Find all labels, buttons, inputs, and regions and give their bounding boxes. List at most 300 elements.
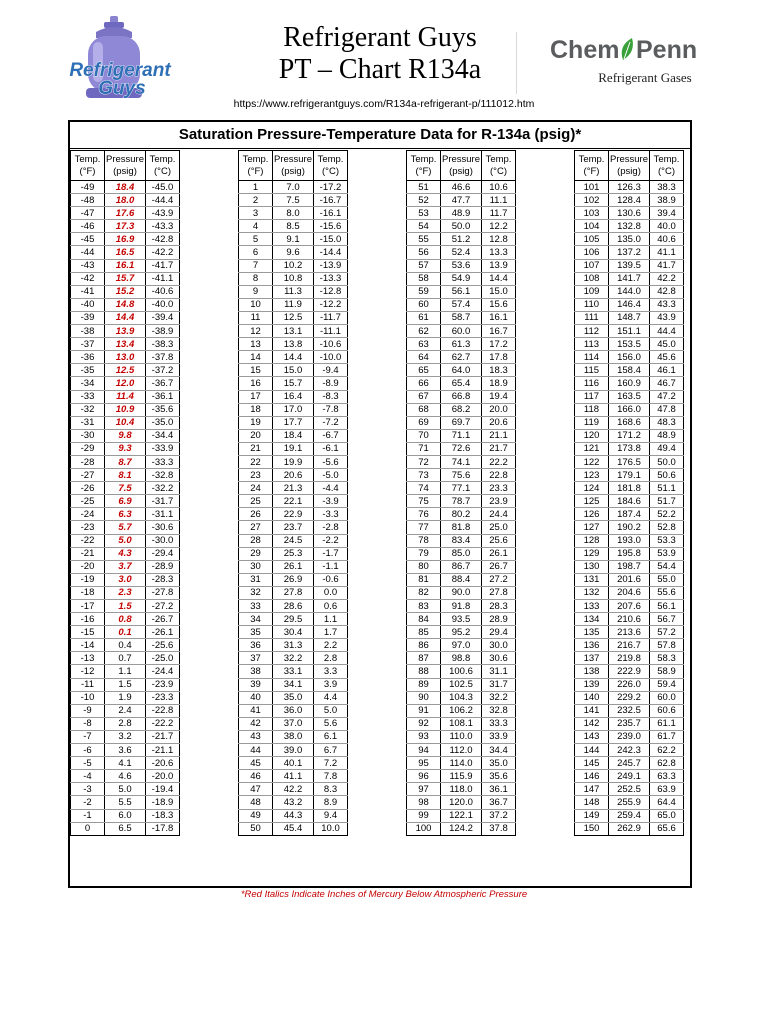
temp-c-cell: -35.0 bbox=[146, 416, 180, 429]
pressure-cell: 9.8 bbox=[105, 429, 146, 442]
table-row bbox=[71, 469, 180, 482]
table-row bbox=[407, 469, 516, 482]
table-row bbox=[575, 744, 684, 757]
table-row bbox=[71, 364, 180, 377]
table-row bbox=[239, 744, 348, 757]
table-row bbox=[407, 717, 516, 730]
temp-c-cell: -41.7 bbox=[146, 259, 180, 272]
pressure-cell: 29.5 bbox=[273, 613, 314, 626]
temp-f-cell: -24 bbox=[71, 508, 105, 521]
temp-f-cell: 11 bbox=[239, 311, 273, 324]
temp-c-cell: 8.3 bbox=[314, 783, 348, 796]
temp-c-cell: 62.8 bbox=[650, 757, 684, 770]
pressure-cell: 16.5 bbox=[105, 246, 146, 259]
temp-f-cell: 29 bbox=[239, 547, 273, 560]
temp-f-cell: 77 bbox=[407, 521, 441, 534]
temp-c-cell: 49.4 bbox=[650, 442, 684, 455]
table-row bbox=[575, 534, 684, 547]
table-row bbox=[407, 285, 516, 298]
temp-f-cell: 118 bbox=[575, 403, 609, 416]
temp-f-cell: 18 bbox=[239, 403, 273, 416]
temp-f-cell: 115 bbox=[575, 364, 609, 377]
temp-c-cell: -27.8 bbox=[146, 586, 180, 599]
pressure-cell: 62.7 bbox=[441, 351, 482, 364]
table-row bbox=[575, 298, 684, 311]
column-block-2 bbox=[238, 150, 348, 836]
table-row bbox=[239, 717, 348, 730]
pt-subtable bbox=[70, 150, 180, 836]
table-row bbox=[239, 730, 348, 743]
temp-c-cell: 28.3 bbox=[482, 600, 516, 613]
pressure-cell: 31.3 bbox=[273, 639, 314, 652]
table-row bbox=[407, 757, 516, 770]
temp-f-header bbox=[71, 151, 105, 181]
temp-f-cell: 81 bbox=[407, 573, 441, 586]
pressure-cell: 7.5 bbox=[105, 482, 146, 495]
logo-text-refrigerant: Refrigerant bbox=[69, 60, 171, 81]
table-row bbox=[239, 691, 348, 704]
pressure-cell: 10.9 bbox=[105, 403, 146, 416]
temp-c-cell: -33.9 bbox=[146, 442, 180, 455]
pressure-cell: 118.0 bbox=[441, 783, 482, 796]
temp-f-cell: 43 bbox=[239, 730, 273, 743]
temp-c-cell: -21.1 bbox=[146, 744, 180, 757]
table-row bbox=[239, 272, 348, 285]
temp-c-cell: -16.7 bbox=[314, 194, 348, 207]
temp-f-cell: 107 bbox=[575, 259, 609, 272]
table-row bbox=[407, 652, 516, 665]
pressure-cell: 137.2 bbox=[609, 246, 650, 259]
pressure-cell: 6.9 bbox=[105, 495, 146, 508]
pressure-cell: 114.0 bbox=[441, 757, 482, 770]
table-row bbox=[575, 429, 684, 442]
pressure-cell: 13.1 bbox=[273, 325, 314, 338]
table-row bbox=[239, 469, 348, 482]
temp-f-cell: 30 bbox=[239, 560, 273, 573]
pressure-cell: 8.5 bbox=[273, 220, 314, 233]
temp-f-cell: 117 bbox=[575, 390, 609, 403]
table-row bbox=[575, 403, 684, 416]
pressure-cell: 15.0 bbox=[273, 364, 314, 377]
table-row bbox=[575, 259, 684, 272]
table-row bbox=[575, 626, 684, 639]
pressure-cell: 37.0 bbox=[273, 717, 314, 730]
temp-f-cell: 71 bbox=[407, 442, 441, 455]
temp-f-cell: 126 bbox=[575, 508, 609, 521]
table-row bbox=[407, 233, 516, 246]
pressure-cell: 2.3 bbox=[105, 586, 146, 599]
table-row bbox=[575, 390, 684, 403]
pressure-cell: 15.2 bbox=[105, 285, 146, 298]
pressure-cell: 23.7 bbox=[273, 521, 314, 534]
temp-c-cell: 62.2 bbox=[650, 744, 684, 757]
pressure-cell: 4.3 bbox=[105, 547, 146, 560]
temp-f-cell: 26 bbox=[239, 508, 273, 521]
pressure-cell: 11.4 bbox=[105, 390, 146, 403]
table-title: Saturation Pressure-Temperature Data for R-134a (psig)* bbox=[178, 126, 582, 143]
temp-f-cell: 113 bbox=[575, 338, 609, 351]
pressure-cell: 184.6 bbox=[609, 495, 650, 508]
pressure-header-line2: (psig) bbox=[449, 165, 473, 177]
temp-f-cell: 52 bbox=[407, 194, 441, 207]
temp-c-cell: 13.9 bbox=[482, 259, 516, 272]
temp-f-cell: 84 bbox=[407, 613, 441, 626]
temp-c-cell: 29.4 bbox=[482, 626, 516, 639]
pressure-cell: 47.7 bbox=[441, 194, 482, 207]
table-row bbox=[239, 652, 348, 665]
temp-c-cell: 34.4 bbox=[482, 744, 516, 757]
table-row bbox=[71, 259, 180, 272]
table-row bbox=[71, 403, 180, 416]
temp-f-cell: 20 bbox=[239, 429, 273, 442]
temp-c-cell: 27.2 bbox=[482, 573, 516, 586]
table-row bbox=[575, 455, 684, 468]
temp-f-cell: 143 bbox=[575, 730, 609, 743]
table-row bbox=[407, 744, 516, 757]
temp-c-cell: 45.6 bbox=[650, 351, 684, 364]
temp-f-cell: 144 bbox=[575, 744, 609, 757]
table-row bbox=[239, 822, 348, 835]
pressure-cell: 141.7 bbox=[609, 272, 650, 285]
pressure-cell: 0.1 bbox=[105, 626, 146, 639]
table-row bbox=[71, 639, 180, 652]
temp-f-cell: 93 bbox=[407, 730, 441, 743]
pressure-cell: 190.2 bbox=[609, 521, 650, 534]
pressure-cell: 75.6 bbox=[441, 469, 482, 482]
temp-c-cell: -37.8 bbox=[146, 351, 180, 364]
temp-c-cell: 6.7 bbox=[314, 744, 348, 757]
temp-f-cell: 82 bbox=[407, 586, 441, 599]
temp-f-header-line1: Temp. bbox=[578, 153, 605, 165]
pressure-cell: 163.5 bbox=[609, 390, 650, 403]
temp-f-cell: -11 bbox=[71, 678, 105, 691]
table-row bbox=[71, 678, 180, 691]
temp-f-cell: 2 bbox=[239, 194, 273, 207]
pressure-cell: 88.4 bbox=[441, 573, 482, 586]
temp-f-cell: 49 bbox=[239, 809, 273, 822]
table-row bbox=[239, 770, 348, 783]
pressure-cell: 1.5 bbox=[105, 678, 146, 691]
temp-f-cell: 124 bbox=[575, 482, 609, 495]
pressure-cell: 39.0 bbox=[273, 744, 314, 757]
temp-c-header-line2: (°C) bbox=[322, 165, 339, 177]
temp-c-cell: 17.2 bbox=[482, 338, 516, 351]
temp-f-cell: -27 bbox=[71, 469, 105, 482]
pressure-cell: 68.2 bbox=[441, 403, 482, 416]
table-row bbox=[575, 207, 684, 220]
table-row bbox=[71, 521, 180, 534]
table-row bbox=[71, 796, 180, 809]
temp-c-cell: 55.0 bbox=[650, 573, 684, 586]
temp-c-header-line1: Temp. bbox=[317, 153, 344, 165]
temp-f-cell: 97 bbox=[407, 783, 441, 796]
pressure-cell: 54.9 bbox=[441, 272, 482, 285]
table-row bbox=[575, 194, 684, 207]
temp-c-cell: -25.0 bbox=[146, 652, 180, 665]
table-row bbox=[575, 586, 684, 599]
table-row bbox=[239, 377, 348, 390]
temp-f-cell: -26 bbox=[71, 482, 105, 495]
pressure-cell: 13.8 bbox=[273, 338, 314, 351]
table-row bbox=[239, 495, 348, 508]
source-url[interactable]: https://www.refrigerantguys.com/R134a-refrigerant-p/111012.htm bbox=[233, 98, 535, 110]
table-row bbox=[71, 455, 180, 468]
temp-f-cell: 15 bbox=[239, 364, 273, 377]
temp-c-cell: 6.1 bbox=[314, 730, 348, 743]
temp-c-cell: -28.9 bbox=[146, 560, 180, 573]
pressure-cell: 198.7 bbox=[609, 560, 650, 573]
table-row bbox=[407, 207, 516, 220]
pressure-cell: 95.2 bbox=[441, 626, 482, 639]
table-row bbox=[71, 416, 180, 429]
temp-c-header bbox=[650, 151, 684, 181]
pressure-cell: 112.0 bbox=[441, 744, 482, 757]
temp-c-cell: 53.9 bbox=[650, 547, 684, 560]
temp-c-cell: -8.9 bbox=[314, 377, 348, 390]
temp-c-cell: 22.2 bbox=[482, 455, 516, 468]
temp-f-cell: 127 bbox=[575, 521, 609, 534]
temp-f-cell: 100 bbox=[407, 822, 441, 835]
temp-c-cell: -16.1 bbox=[314, 207, 348, 220]
pressure-cell: 11.3 bbox=[273, 285, 314, 298]
temp-f-cell: 63 bbox=[407, 338, 441, 351]
table-row bbox=[407, 665, 516, 678]
temp-c-cell: -9.4 bbox=[314, 364, 348, 377]
table-row bbox=[71, 586, 180, 599]
pressure-cell: 97.0 bbox=[441, 639, 482, 652]
pressure-cell: 6.5 bbox=[105, 822, 146, 835]
pressure-cell: 210.6 bbox=[609, 613, 650, 626]
temp-f-cell: -16 bbox=[71, 613, 105, 626]
header-row bbox=[407, 151, 516, 181]
temp-c-cell: 54.4 bbox=[650, 560, 684, 573]
pressure-cell: 153.5 bbox=[609, 338, 650, 351]
temp-f-header-line2: (°F) bbox=[415, 165, 432, 177]
temp-c-cell: -32.2 bbox=[146, 482, 180, 495]
pressure-cell: 7.5 bbox=[273, 194, 314, 207]
logo-text-guys: Guys bbox=[98, 78, 146, 99]
table-row bbox=[575, 665, 684, 678]
temp-c-cell: -17.8 bbox=[146, 822, 180, 835]
table-row bbox=[575, 220, 684, 233]
temp-f-cell: 111 bbox=[575, 311, 609, 324]
pressure-cell: 46.6 bbox=[441, 181, 482, 194]
temp-f-cell: 10 bbox=[239, 298, 273, 311]
table-row bbox=[575, 469, 684, 482]
table-row bbox=[239, 442, 348, 455]
temp-c-cell: 38.9 bbox=[650, 194, 684, 207]
table-row bbox=[239, 639, 348, 652]
temp-f-cell: -15 bbox=[71, 626, 105, 639]
pressure-cell: 259.4 bbox=[609, 809, 650, 822]
pressure-cell: 128.4 bbox=[609, 194, 650, 207]
temp-c-cell: 12.8 bbox=[482, 233, 516, 246]
pressure-cell: 45.4 bbox=[273, 822, 314, 835]
pt-subtable bbox=[574, 150, 684, 836]
temp-f-cell: 46 bbox=[239, 770, 273, 783]
temp-f-cell: 135 bbox=[575, 626, 609, 639]
pressure-cell: 124.2 bbox=[441, 822, 482, 835]
table-row bbox=[575, 233, 684, 246]
temp-c-cell: 51.1 bbox=[650, 482, 684, 495]
temp-c-cell: 39.4 bbox=[650, 207, 684, 220]
temp-f-cell: 101 bbox=[575, 181, 609, 194]
temp-f-cell: 102 bbox=[575, 194, 609, 207]
pressure-cell: 85.0 bbox=[441, 547, 482, 560]
table-row bbox=[407, 600, 516, 613]
pressure-cell: 3.7 bbox=[105, 560, 146, 573]
table-row bbox=[71, 233, 180, 246]
temp-c-cell: 65.6 bbox=[650, 822, 684, 835]
footnote: *Red Italics Indicate Inches of Mercury Below Atmospheric Pressure bbox=[240, 889, 528, 900]
pressure-cell: 36.0 bbox=[273, 704, 314, 717]
table-row bbox=[239, 534, 348, 547]
temp-f-cell: -23 bbox=[71, 521, 105, 534]
temp-f-cell: -12 bbox=[71, 665, 105, 678]
temp-c-cell: 0.6 bbox=[314, 600, 348, 613]
table-row bbox=[575, 639, 684, 652]
pressure-cell: 216.7 bbox=[609, 639, 650, 652]
temp-c-cell: 48.3 bbox=[650, 416, 684, 429]
pressure-cell: 32.2 bbox=[273, 652, 314, 665]
temp-f-cell: -32 bbox=[71, 403, 105, 416]
table-row bbox=[71, 442, 180, 455]
temp-c-cell: 21.7 bbox=[482, 442, 516, 455]
temp-c-cell: -38.9 bbox=[146, 325, 180, 338]
pressure-header-line1: Pressure bbox=[105, 153, 144, 165]
temp-c-cell: 18.9 bbox=[482, 377, 516, 390]
table-row bbox=[575, 377, 684, 390]
temp-f-cell: -8 bbox=[71, 717, 105, 730]
pressure-cell: 195.8 bbox=[609, 547, 650, 560]
temp-f-header-line1: Temp. bbox=[74, 153, 101, 165]
temp-f-cell: -14 bbox=[71, 639, 105, 652]
pressure-cell: 3.6 bbox=[105, 744, 146, 757]
temp-f-cell: 48 bbox=[239, 796, 273, 809]
temp-f-cell: 22 bbox=[239, 455, 273, 468]
table-row bbox=[71, 429, 180, 442]
table-row bbox=[239, 573, 348, 586]
temp-f-cell: 40 bbox=[239, 691, 273, 704]
table-row bbox=[407, 351, 516, 364]
temp-c-cell: 5.6 bbox=[314, 717, 348, 730]
temp-f-cell: 78 bbox=[407, 534, 441, 547]
table-row bbox=[575, 181, 684, 194]
table-row bbox=[575, 325, 684, 338]
pressure-cell: 93.5 bbox=[441, 613, 482, 626]
temp-f-cell: 23 bbox=[239, 469, 273, 482]
temp-c-cell: 31.7 bbox=[482, 678, 516, 691]
table-row bbox=[239, 325, 348, 338]
table-row bbox=[239, 809, 348, 822]
temp-f-cell: -5 bbox=[71, 757, 105, 770]
table-row bbox=[407, 770, 516, 783]
pressure-cell: 22.1 bbox=[273, 495, 314, 508]
pressure-cell: 56.1 bbox=[441, 285, 482, 298]
temp-f-cell: 147 bbox=[575, 783, 609, 796]
temp-f-cell: 6 bbox=[239, 246, 273, 259]
temp-c-cell: 57.2 bbox=[650, 626, 684, 639]
temp-f-cell: -21 bbox=[71, 547, 105, 560]
table-row bbox=[407, 338, 516, 351]
header-divider bbox=[516, 32, 517, 94]
pressure-cell: 17.6 bbox=[105, 207, 146, 220]
table-row bbox=[71, 285, 180, 298]
temp-f-cell: 139 bbox=[575, 678, 609, 691]
table-row bbox=[239, 600, 348, 613]
temp-f-cell: -7 bbox=[71, 730, 105, 743]
table-row bbox=[71, 390, 180, 403]
pressure-cell: 10.4 bbox=[105, 416, 146, 429]
temp-c-cell: -7.2 bbox=[314, 416, 348, 429]
temp-c-cell: -36.7 bbox=[146, 377, 180, 390]
pressure-cell: 53.6 bbox=[441, 259, 482, 272]
title-line-1: Refrigerant Guys bbox=[283, 22, 477, 53]
temp-f-cell: -44 bbox=[71, 246, 105, 259]
temp-c-cell: 48.9 bbox=[650, 429, 684, 442]
pressure-cell: 102.5 bbox=[441, 678, 482, 691]
temp-f-cell: 130 bbox=[575, 560, 609, 573]
temp-f-cell: 148 bbox=[575, 796, 609, 809]
table-row bbox=[407, 311, 516, 324]
temp-f-cell: 57 bbox=[407, 259, 441, 272]
temp-f-cell: 89 bbox=[407, 678, 441, 691]
pressure-cell: 52.4 bbox=[441, 246, 482, 259]
temp-c-cell: -18.9 bbox=[146, 796, 180, 809]
table-row bbox=[71, 351, 180, 364]
table-row bbox=[575, 613, 684, 626]
temp-c-cell: 22.8 bbox=[482, 469, 516, 482]
temp-f-cell: 95 bbox=[407, 757, 441, 770]
pressure-cell: 5.0 bbox=[105, 534, 146, 547]
pressure-cell: 100.6 bbox=[441, 665, 482, 678]
pressure-header bbox=[105, 151, 146, 181]
pressure-cell: 78.7 bbox=[441, 495, 482, 508]
header-row bbox=[239, 151, 348, 181]
table-row bbox=[575, 691, 684, 704]
temp-c-cell: 47.2 bbox=[650, 390, 684, 403]
table-row bbox=[71, 613, 180, 626]
table-row bbox=[407, 626, 516, 639]
table-row bbox=[407, 495, 516, 508]
pressure-cell: 232.5 bbox=[609, 704, 650, 717]
table-row bbox=[407, 822, 516, 835]
temp-f-cell: 129 bbox=[575, 547, 609, 560]
pressure-cell: 44.3 bbox=[273, 809, 314, 822]
temp-f-cell: -10 bbox=[71, 691, 105, 704]
temp-c-cell: 50.0 bbox=[650, 455, 684, 468]
temp-f-cell: 53 bbox=[407, 207, 441, 220]
table-row bbox=[239, 233, 348, 246]
table-row bbox=[239, 613, 348, 626]
temp-c-cell: 47.8 bbox=[650, 403, 684, 416]
pressure-cell: 25.3 bbox=[273, 547, 314, 560]
table-row bbox=[239, 403, 348, 416]
pressure-cell: 9.1 bbox=[273, 233, 314, 246]
temp-f-cell: 60 bbox=[407, 298, 441, 311]
temp-c-header bbox=[146, 151, 180, 181]
temp-f-cell: 8 bbox=[239, 272, 273, 285]
temp-c-cell: 37.2 bbox=[482, 809, 516, 822]
pressure-cell: 10.2 bbox=[273, 259, 314, 272]
table-row bbox=[239, 665, 348, 678]
temp-c-cell: 12.2 bbox=[482, 220, 516, 233]
page-title bbox=[240, 22, 520, 86]
temp-f-cell: 137 bbox=[575, 652, 609, 665]
pressure-cell: 252.5 bbox=[609, 783, 650, 796]
pressure-cell: 122.1 bbox=[441, 809, 482, 822]
pressure-cell: 21.3 bbox=[273, 482, 314, 495]
